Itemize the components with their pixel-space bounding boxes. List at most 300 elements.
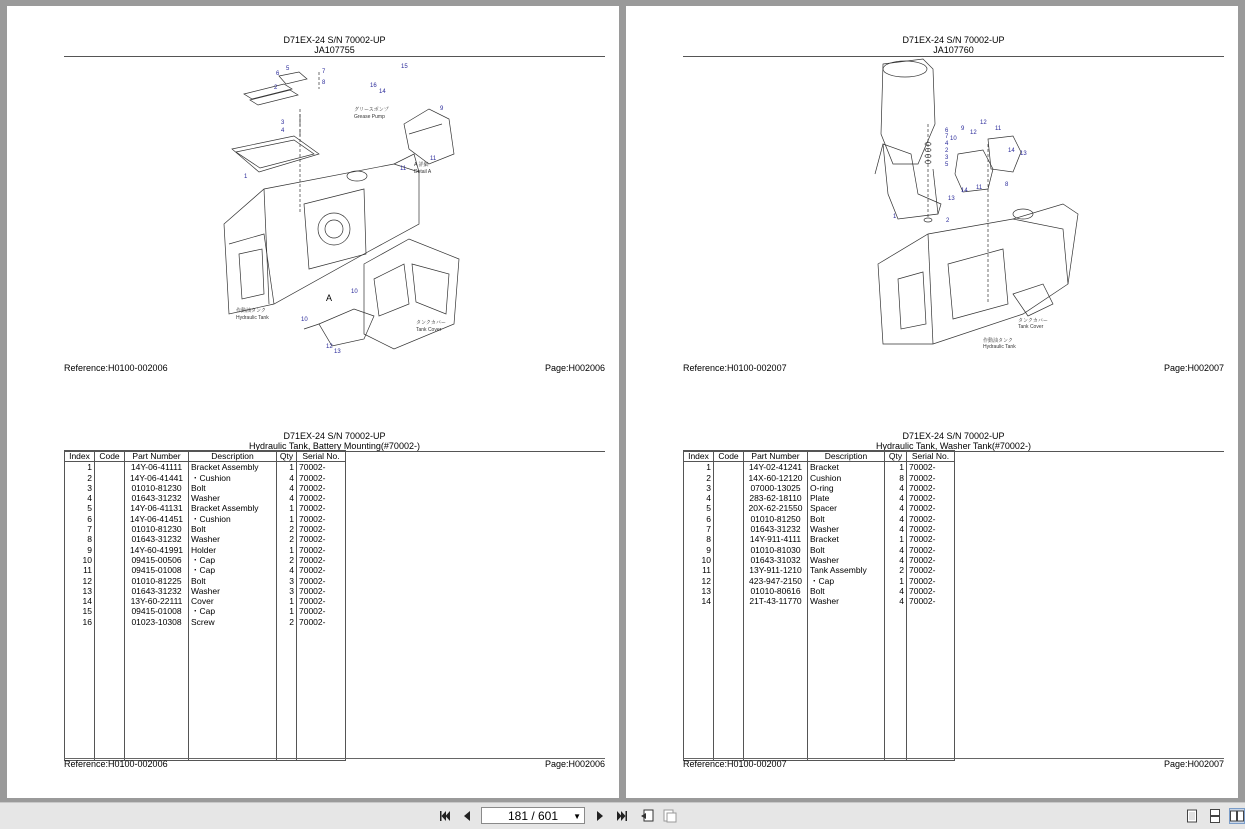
table-row xyxy=(65,462,346,473)
table-row xyxy=(65,483,346,493)
svg-text:16: 16 xyxy=(370,83,377,89)
svg-text:5: 5 xyxy=(286,66,290,72)
cell-qty: 3 xyxy=(277,576,297,586)
cell-index: 4 xyxy=(684,493,714,503)
viewer-toolbar xyxy=(0,802,1245,829)
tank-cover-en: Tank Cover xyxy=(1018,324,1044,330)
table-header-row xyxy=(684,451,955,462)
go-forward-view-icon[interactable] xyxy=(662,808,678,824)
cell-code xyxy=(714,483,744,493)
cell-serial: 70002- xyxy=(297,534,346,544)
cell-code xyxy=(714,565,744,575)
hydraulic-tank-jp: 作動油タンク xyxy=(983,338,1013,344)
parts-page: Page:H002006 xyxy=(544,759,605,769)
cell-code xyxy=(714,493,744,503)
cell-desc: Bolt xyxy=(189,483,277,493)
table-row xyxy=(65,534,346,544)
svg-text:10: 10 xyxy=(950,136,957,142)
cell-pn: 09415-00506 xyxy=(125,555,189,565)
svg-text:4: 4 xyxy=(945,141,949,147)
table-row xyxy=(684,545,955,555)
diagram-page: Page:H002006 xyxy=(544,363,605,373)
cell-index: 16 xyxy=(65,617,95,627)
parts-reference: Reference:H0100-002007 xyxy=(683,759,787,769)
parts-title: D71EX-24 S/N 70002-UP xyxy=(902,431,1005,441)
cell-desc: O-ring xyxy=(808,483,885,493)
cell-code xyxy=(714,576,744,586)
cell-pn: 14Y-06-41451 xyxy=(125,514,189,524)
qty-header: Qty xyxy=(277,451,297,462)
cell-index: 6 xyxy=(65,514,95,524)
cell-serial: 70002- xyxy=(907,586,955,596)
parts-reference: Reference:H0100-002006 xyxy=(64,759,168,769)
table-row xyxy=(65,617,346,627)
svg-text:12: 12 xyxy=(970,130,977,136)
cell-qty: 1 xyxy=(277,545,297,555)
svg-text:2: 2 xyxy=(945,148,949,154)
table-row xyxy=(65,596,346,606)
cell-index: 8 xyxy=(684,534,714,544)
cell-serial: 70002- xyxy=(907,503,955,513)
cell-index: 4 xyxy=(65,493,95,503)
cell-index: 14 xyxy=(684,596,714,606)
parts-subtitle: Hydraulic Tank, Battery Mounting(#70002-) xyxy=(249,441,420,451)
svg-text:9: 9 xyxy=(961,126,965,132)
cell-code xyxy=(714,514,744,524)
cell-serial: 70002- xyxy=(297,576,346,586)
svg-text:15: 15 xyxy=(401,64,408,70)
cell-pn: 01643-31232 xyxy=(125,586,189,596)
exploded-diagram xyxy=(64,54,605,362)
cell-code xyxy=(714,596,744,606)
cell-code xyxy=(95,545,125,555)
cell-pn: 01010-81230 xyxy=(125,524,189,534)
cell-code xyxy=(714,473,744,483)
cell-desc: Tank Assembly xyxy=(808,565,885,575)
table-row xyxy=(684,586,955,596)
cell-serial: 70002- xyxy=(907,473,955,483)
cell-qty: 4 xyxy=(277,565,297,575)
cell-pn: 01643-31032 xyxy=(744,555,808,565)
svg-text:7: 7 xyxy=(322,69,326,75)
cell-qty: 4 xyxy=(277,473,297,483)
svg-text:13: 13 xyxy=(1020,151,1027,157)
svg-text:13: 13 xyxy=(334,349,341,355)
diagram-reference: Reference:H0100-002006 xyxy=(64,363,168,373)
cell-serial: 70002- xyxy=(297,555,346,565)
hydraulic-tank-jp: 作動油タンク xyxy=(236,308,266,314)
cell-serial: 70002- xyxy=(297,617,346,627)
svg-text:11: 11 xyxy=(430,156,437,162)
table-row xyxy=(65,524,346,534)
cell-index: 10 xyxy=(684,555,714,565)
table-row xyxy=(684,534,955,544)
cell-desc: Holder xyxy=(189,545,277,555)
cell-desc: Washer xyxy=(808,555,885,565)
cell-qty: 1 xyxy=(277,503,297,513)
diagram-reference: Reference:H0100-002007 xyxy=(683,363,787,373)
parts-subtitle: Hydraulic Tank, Washer Tank(#70002-) xyxy=(876,441,1031,451)
prev-page-icon[interactable] xyxy=(459,808,475,824)
cell-index: 11 xyxy=(65,565,95,575)
cell-desc: ・Cushion xyxy=(189,473,277,483)
cell-serial: 70002- xyxy=(297,462,346,473)
cell-index: 11 xyxy=(684,565,714,575)
cell-pn: 283-62-18110 xyxy=(744,493,808,503)
cell-code xyxy=(714,524,744,534)
cell-qty: 1 xyxy=(885,462,907,473)
table-header-row xyxy=(65,451,346,462)
cell-desc: ・Cushion xyxy=(189,514,277,524)
serial-header: Serial No. xyxy=(297,451,346,462)
svg-text:8: 8 xyxy=(322,80,326,86)
cell-desc: ・Cap xyxy=(189,606,277,616)
table-row xyxy=(65,503,346,513)
table-row xyxy=(65,576,346,586)
svg-text:2: 2 xyxy=(274,85,278,91)
svg-text:13: 13 xyxy=(948,196,955,202)
svg-text:12: 12 xyxy=(980,120,987,126)
cell-desc: Spacer xyxy=(808,503,885,513)
cell-qty: 4 xyxy=(885,524,907,534)
cell-pn: 14Y-06-41131 xyxy=(125,503,189,513)
cell-pn: 01010-81230 xyxy=(125,483,189,493)
cell-desc: Washer xyxy=(808,596,885,606)
cell-index: 7 xyxy=(684,524,714,534)
cell-serial: 70002- xyxy=(907,483,955,493)
cell-code xyxy=(95,524,125,534)
cell-pn: 21T-43-11770 xyxy=(744,596,808,606)
cell-desc: Cushion xyxy=(808,473,885,483)
parts-title: D71EX-24 S/N 70002-UP xyxy=(283,431,386,441)
cell-qty: 4 xyxy=(885,514,907,524)
first-page-icon[interactable] xyxy=(437,808,453,824)
grease-pump-jp: グリースポンプ xyxy=(354,107,389,113)
svg-text:11: 11 xyxy=(400,166,407,172)
chevron-down-icon: ▼ xyxy=(573,812,581,821)
svg-text:5: 5 xyxy=(945,162,949,168)
detail-a-en: Detail A xyxy=(414,169,432,175)
cell-qty: 2 xyxy=(277,617,297,627)
cell-serial: 70002- xyxy=(297,514,346,524)
cell-code xyxy=(714,545,744,555)
diagram-code: JA107760 xyxy=(933,45,974,55)
diagram-code: JA107755 xyxy=(314,45,355,55)
cell-code xyxy=(95,534,125,544)
cell-code xyxy=(95,586,125,596)
hydraulic-tank-en: Hydraulic Tank xyxy=(236,315,269,321)
table-row xyxy=(684,473,955,483)
page-right xyxy=(626,6,1238,798)
part-number-header: Part Number xyxy=(744,451,808,462)
cell-serial: 70002- xyxy=(297,606,346,616)
cell-serial: 70002- xyxy=(297,524,346,534)
cell-code xyxy=(714,503,744,513)
cell-index: 5 xyxy=(65,503,95,513)
cell-code xyxy=(95,483,125,493)
go-back-view-icon[interactable] xyxy=(639,808,655,824)
cell-desc: Bolt xyxy=(808,586,885,596)
cell-desc: Screw xyxy=(189,617,277,627)
table-row xyxy=(65,586,346,596)
svg-text:14: 14 xyxy=(961,188,968,194)
cell-desc: Bolt xyxy=(189,524,277,534)
diagram-page: Page:H002007 xyxy=(1163,363,1224,373)
table-row xyxy=(65,555,346,565)
cell-code xyxy=(714,462,744,473)
cell-pn: 09415-01008 xyxy=(125,565,189,575)
cell-desc: Bracket xyxy=(808,462,885,473)
tank-cover-jp: タンクカバー xyxy=(416,320,446,326)
cell-pn: 14Y-06-41441 xyxy=(125,473,189,483)
cell-code xyxy=(95,565,125,575)
cell-pn: 14Y-06-41111 xyxy=(125,462,189,473)
cell-pn: 01010-81225 xyxy=(125,576,189,586)
cell-code xyxy=(95,493,125,503)
parts-table xyxy=(64,450,346,761)
cell-code xyxy=(95,473,125,483)
tank-cover-en: Tank Cover xyxy=(416,327,442,333)
svg-text:14: 14 xyxy=(379,89,386,95)
cell-qty: 1 xyxy=(277,462,297,473)
cell-qty: 4 xyxy=(885,586,907,596)
cell-index: 1 xyxy=(65,462,95,473)
cell-serial: 70002- xyxy=(907,524,955,534)
cell-index: 9 xyxy=(65,545,95,555)
cell-pn: 14Y-911-4111 xyxy=(744,534,808,544)
cell-serial: 70002- xyxy=(907,514,955,524)
cell-desc: ・Cap xyxy=(189,555,277,565)
cell-serial: 70002- xyxy=(907,462,955,473)
cell-code xyxy=(95,617,125,627)
cell-code xyxy=(95,503,125,513)
table-row xyxy=(65,565,346,575)
cell-serial: 70002- xyxy=(297,493,346,503)
cell-qty: 4 xyxy=(885,503,907,513)
cell-pn: 20X-62-21550 xyxy=(744,503,808,513)
svg-text:1: 1 xyxy=(244,174,248,180)
table-row xyxy=(684,565,955,575)
cell-serial: 70002- xyxy=(907,545,955,555)
cell-qty: 1 xyxy=(885,576,907,586)
index-header: Index xyxy=(684,451,714,462)
cell-desc: Cover xyxy=(189,596,277,606)
cell-pn: 01643-31232 xyxy=(744,524,808,534)
cell-serial: 70002- xyxy=(907,534,955,544)
cell-pn: 01023-10308 xyxy=(125,617,189,627)
single-page-view-icon[interactable] xyxy=(1184,808,1200,824)
table-filler-row xyxy=(684,606,955,760)
cell-index: 8 xyxy=(65,534,95,544)
last-page-icon[interactable] xyxy=(614,808,630,824)
table-row xyxy=(684,503,955,513)
cell-pn: 07000-13025 xyxy=(744,483,808,493)
svg-text:10: 10 xyxy=(301,317,308,323)
svg-text:3: 3 xyxy=(281,120,285,126)
cell-serial: 70002- xyxy=(907,493,955,503)
cell-serial: 70002- xyxy=(907,596,955,606)
cell-qty: 2 xyxy=(277,555,297,565)
cell-code xyxy=(714,534,744,544)
cell-serial: 70002- xyxy=(297,545,346,555)
svg-text:14: 14 xyxy=(1008,148,1015,154)
cell-index: 2 xyxy=(65,473,95,483)
cell-serial: 70002- xyxy=(907,565,955,575)
cell-desc: Washer xyxy=(808,524,885,534)
table-row xyxy=(684,524,955,534)
table-row xyxy=(684,576,955,586)
cell-qty: 2 xyxy=(885,565,907,575)
cell-qty: 4 xyxy=(277,483,297,493)
cell-pn: 01010-80616 xyxy=(744,586,808,596)
svg-text:9: 9 xyxy=(440,106,444,112)
cell-desc: Bracket Assembly xyxy=(189,462,277,473)
cell-pn: 13Y-60-22111 xyxy=(125,596,189,606)
cell-serial: 70002- xyxy=(297,483,346,493)
table-row xyxy=(684,555,955,565)
cell-desc: Bolt xyxy=(189,576,277,586)
svg-text:11: 11 xyxy=(976,185,983,191)
code-header: Code xyxy=(714,451,744,462)
cell-index: 3 xyxy=(684,483,714,493)
svg-text:10: 10 xyxy=(351,289,358,295)
cell-index: 14 xyxy=(65,596,95,606)
svg-text:8: 8 xyxy=(1005,182,1009,188)
cell-pn: 14Y-02-41241 xyxy=(744,462,808,473)
cell-index: 12 xyxy=(684,576,714,586)
cell-serial: 70002- xyxy=(907,555,955,565)
cell-index: 7 xyxy=(65,524,95,534)
cell-qty: 4 xyxy=(885,545,907,555)
cell-index: 9 xyxy=(684,545,714,555)
table-row xyxy=(684,493,955,503)
cell-code xyxy=(95,555,125,565)
code-header: Code xyxy=(95,451,125,462)
cell-qty: 4 xyxy=(885,555,907,565)
cell-pn: 01010-81030 xyxy=(744,545,808,555)
cell-index: 1 xyxy=(684,462,714,473)
cell-qty: 1 xyxy=(277,514,297,524)
part-number-header: Part Number xyxy=(125,451,189,462)
svg-text:7: 7 xyxy=(945,134,949,140)
qty-header: Qty xyxy=(885,451,907,462)
index-header: Index xyxy=(65,451,95,462)
page-number-select[interactable] xyxy=(481,807,585,824)
svg-text:2: 2 xyxy=(946,218,950,224)
cell-qty: 1 xyxy=(277,596,297,606)
cell-qty: 4 xyxy=(885,483,907,493)
diagram-title: D71EX-24 S/N 70002-UP xyxy=(283,35,386,45)
page-left xyxy=(7,6,619,798)
cell-pn: 14X-60-12120 xyxy=(744,473,808,483)
table-row xyxy=(65,606,346,616)
cell-desc: Bolt xyxy=(808,545,885,555)
cell-index: 13 xyxy=(65,586,95,596)
cell-index: 2 xyxy=(684,473,714,483)
cell-index: 5 xyxy=(684,503,714,513)
cell-desc: Bolt xyxy=(808,514,885,524)
two-page-view-icon[interactable] xyxy=(1229,808,1245,824)
cell-serial: 70002- xyxy=(297,596,346,606)
detail-letter: A xyxy=(326,293,333,303)
svg-text:12: 12 xyxy=(326,344,333,350)
continuous-view-icon[interactable] xyxy=(1207,808,1223,824)
cell-pn: 13Y-911-1210 xyxy=(744,565,808,575)
table-row xyxy=(684,514,955,524)
parts-page: Page:H002007 xyxy=(1163,759,1224,769)
description-header: Description xyxy=(808,451,885,462)
page-indicator: 181 / 601 xyxy=(507,809,559,823)
table-row xyxy=(684,462,955,473)
cell-code xyxy=(95,514,125,524)
svg-text:1: 1 xyxy=(893,214,897,220)
svg-text:4: 4 xyxy=(281,128,285,134)
svg-text:6: 6 xyxy=(945,128,949,134)
svg-text:11: 11 xyxy=(995,126,1002,132)
cell-desc: ・Cap xyxy=(189,565,277,575)
svg-text:3: 3 xyxy=(945,155,949,161)
cell-pn: 09415-01008 xyxy=(125,606,189,616)
cell-code xyxy=(714,555,744,565)
cell-index: 13 xyxy=(684,586,714,596)
cell-pn: 423-947-2150 xyxy=(744,576,808,586)
tank-cover-jp: タンクカバー xyxy=(1018,318,1048,324)
cell-pn: 14Y-60-41991 xyxy=(125,545,189,555)
hydraulic-tank-en: Hydraulic Tank xyxy=(983,344,1016,350)
cell-desc: Bracket xyxy=(808,534,885,544)
cell-pn: 01010-81250 xyxy=(744,514,808,524)
cell-desc: ・Cap xyxy=(808,576,885,586)
cell-qty: 4 xyxy=(885,596,907,606)
cell-qty: 3 xyxy=(277,586,297,596)
cell-serial: 70002- xyxy=(907,576,955,586)
cell-code xyxy=(95,576,125,586)
cell-desc: Plate xyxy=(808,493,885,503)
table-row xyxy=(65,493,346,503)
cell-qty: 2 xyxy=(277,534,297,544)
cell-index: 15 xyxy=(65,606,95,616)
cell-index: 10 xyxy=(65,555,95,565)
cell-desc: Washer xyxy=(189,586,277,596)
cell-qty: 8 xyxy=(885,473,907,483)
cell-serial: 70002- xyxy=(297,473,346,483)
cell-pn: 01643-31232 xyxy=(125,534,189,544)
table-row xyxy=(684,596,955,606)
cell-desc: Washer xyxy=(189,534,277,544)
table-filler-row xyxy=(65,627,346,761)
description-header: Description xyxy=(189,451,277,462)
cell-code xyxy=(95,596,125,606)
cell-qty: 1 xyxy=(277,606,297,616)
serial-header: Serial No. xyxy=(907,451,955,462)
table-row xyxy=(65,473,346,483)
cell-index: 6 xyxy=(684,514,714,524)
grease-pump-en: Grease Pump xyxy=(354,114,385,120)
next-page-icon[interactable] xyxy=(592,808,608,824)
svg-text:6: 6 xyxy=(276,71,280,77)
cell-index: 3 xyxy=(65,483,95,493)
cell-serial: 70002- xyxy=(297,503,346,513)
table-row xyxy=(65,514,346,524)
cell-code xyxy=(95,606,125,616)
cell-desc: Washer xyxy=(189,493,277,503)
cell-qty: 2 xyxy=(277,524,297,534)
table-row xyxy=(65,545,346,555)
cell-serial: 70002- xyxy=(297,565,346,575)
diagram-title: D71EX-24 S/N 70002-UP xyxy=(902,35,1005,45)
detail-a-jp: A 詳細 xyxy=(414,162,429,168)
cell-serial: 70002- xyxy=(297,586,346,596)
